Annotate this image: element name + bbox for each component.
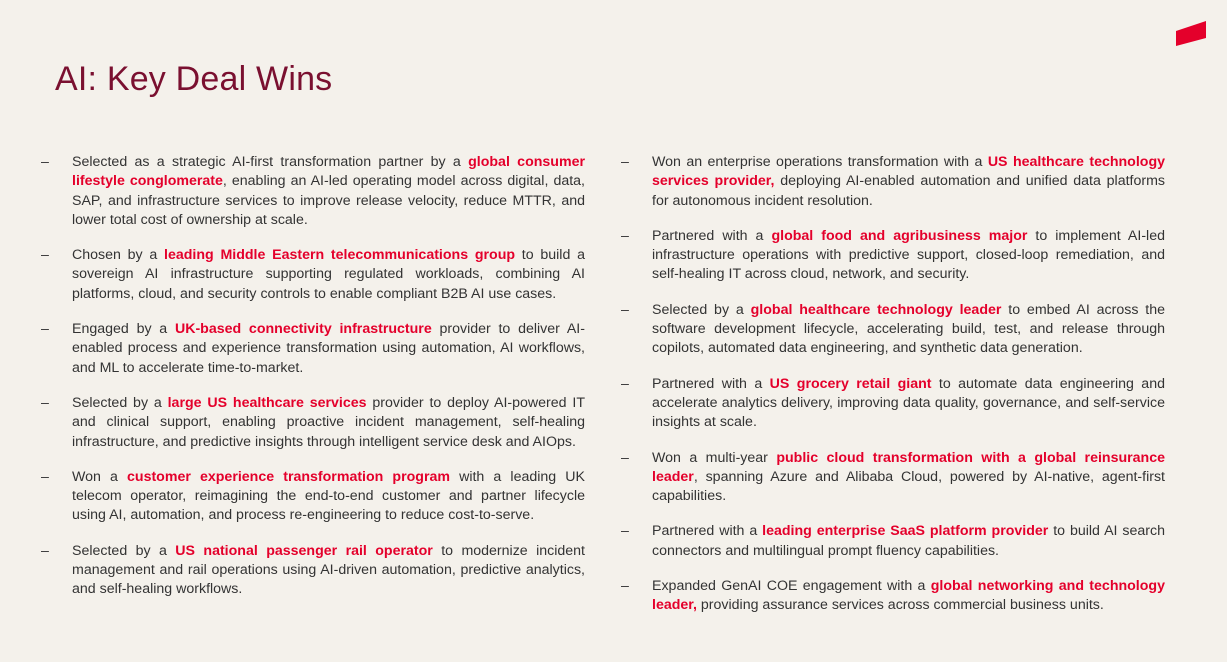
deal-client-highlight: global consumer lifestyle conglomerate [72,154,585,190]
deal-client-highlight: global networking and technology leader, [652,578,1165,614]
deal-text: to build a sovereign AI infrastructure supporting regulated workloads, combining AI platforms, cloud, and security controls to enable compliant B2B AI use cases. [72,247,585,302]
deal-text: with a leading UK telecom operator, reimagining the end-to-end customer and partner lifecycle using AI, automation, and process re-engineering to reduce cost-to-serve. [72,468,585,524]
deal-text: Chosen by a [72,247,165,264]
deal-client-highlight: large US healthcare services [167,394,367,411]
deal-item-right-6 [621,522,1165,561]
deal-text: to embed AI across the software development lifecycle, accelerating build, test, and release through copilots, automated data engineering, and synthetic data generation. [652,301,1165,357]
deal-item-right-1 [621,153,1166,211]
deal-text: Won a [72,468,128,485]
deal-client-highlight: US grocery retail giant [769,375,932,392]
bullet-dash: – [621,578,629,595]
bullet-dash: – [621,227,629,244]
deal-text: Expanded GenAI COE engagement with a [652,578,931,595]
deal-text: , enabling an AI-led operating model across digital, data, SAP, and infrastructure services to improve release velocity, reduce MTTR, and lower total cost of ownership at scale. [72,173,585,228]
deal-client-highlight: leading enterprise SaaS platform provider [762,523,1049,540]
deal-text: Selected by a [72,542,176,559]
deal-text: to modernize incident management and rail operations using AI-driven automation, predictive analytics, and self-healing workflows. [72,542,585,598]
bullet-dash: – [41,247,49,264]
brand-logo-icon [1176,21,1206,46]
deal-item-left-4 [41,394,585,452]
deal-text: Won an enterprise operations transformation with a [652,154,988,170]
deal-item-right-7 [621,577,1165,616]
bullet-dash: – [621,523,629,540]
deal-item-left-6 [41,542,585,600]
deal-item-right-4 [621,375,1165,433]
deal-text: to build AI search connectors and multilingual prompt fluency capabilities. [652,523,1165,559]
deal-item-left-2 [41,246,585,304]
deal-text: to automate data engineering and accelerate analytics delivery, improving data quality, governance, and self-service insights at scale. [652,375,1165,431]
deal-text: provider to deploy AI-powered IT and clinical support, enabling proactive incident management, self-healing infrastructure, and predictive insights through intelligent service desk and AIOps. [72,394,585,450]
bullet-dash: – [41,321,49,338]
deal-client-highlight: global food and agribusiness major [771,227,1028,244]
bullet-dash: – [621,154,629,170]
deal-text: Partnered with a [652,375,770,392]
deal-item-right-5 [621,449,1165,507]
bullet-dash: – [41,394,49,411]
deal-client-highlight: US national passenger rail operator [175,542,433,559]
deal-text: Selected by a [652,301,751,318]
deal-client-highlight: global healthcare technology leader [750,301,1002,318]
bullet-dash: – [621,301,629,318]
deal-client-highlight: customer experience transformation program [127,468,450,485]
deal-item-left-5 [41,468,585,526]
deal-text: providing assurance services across commercial business units. [696,597,1104,614]
right-column-deal-list [621,153,1166,632]
deal-text: Selected by a [72,394,168,411]
deal-text: Engaged by a [72,321,175,338]
deal-item-left-3 [41,320,585,378]
deal-item-right-3 [621,301,1165,359]
page-title: AI: Key Deal Wins [55,60,333,98]
deal-text: to implement AI-led infrastructure operations with predictive support, closed-loop remediation, and self-healing IT across cloud, network, and security. [652,227,1165,283]
bullet-dash: – [621,449,629,466]
deal-text: Won a multi-year [652,449,777,466]
deal-client-highlight: public cloud transformation with a global reinsurance leader [652,449,1165,485]
deal-item-right-2 [621,227,1165,285]
deal-item-left-1 [41,153,585,230]
deal-client-highlight: UK-based connectivity infrastructure [174,321,432,338]
deal-text: Partnered with a [652,523,763,540]
deal-text: provider to deliver AI-enabled process and experience transformation using automation, AI workflows, and ML to accelerate time-to-market. [72,321,585,376]
bullet-dash: – [41,542,49,559]
deal-client-highlight: leading Middle Eastern telecommunications group [164,247,516,264]
deal-text: Selected as a strategic AI-first transformation partner by a [72,154,469,170]
deal-client-highlight: US healthcare technology services provider, [652,154,1166,190]
bullet-dash: – [41,154,49,170]
deal-text: , spanning Azure and Alibaba Cloud, powered by AI-native, agent-first capabilities. [652,468,1165,505]
deal-text: deploying AI-enabled automation and unified data platforms for autonomous incident resolution. [652,173,1165,209]
deal-text: Partnered with a [652,227,772,244]
left-column-deal-list [41,153,585,616]
bullet-dash: – [41,468,49,485]
bullet-dash: – [621,375,629,392]
